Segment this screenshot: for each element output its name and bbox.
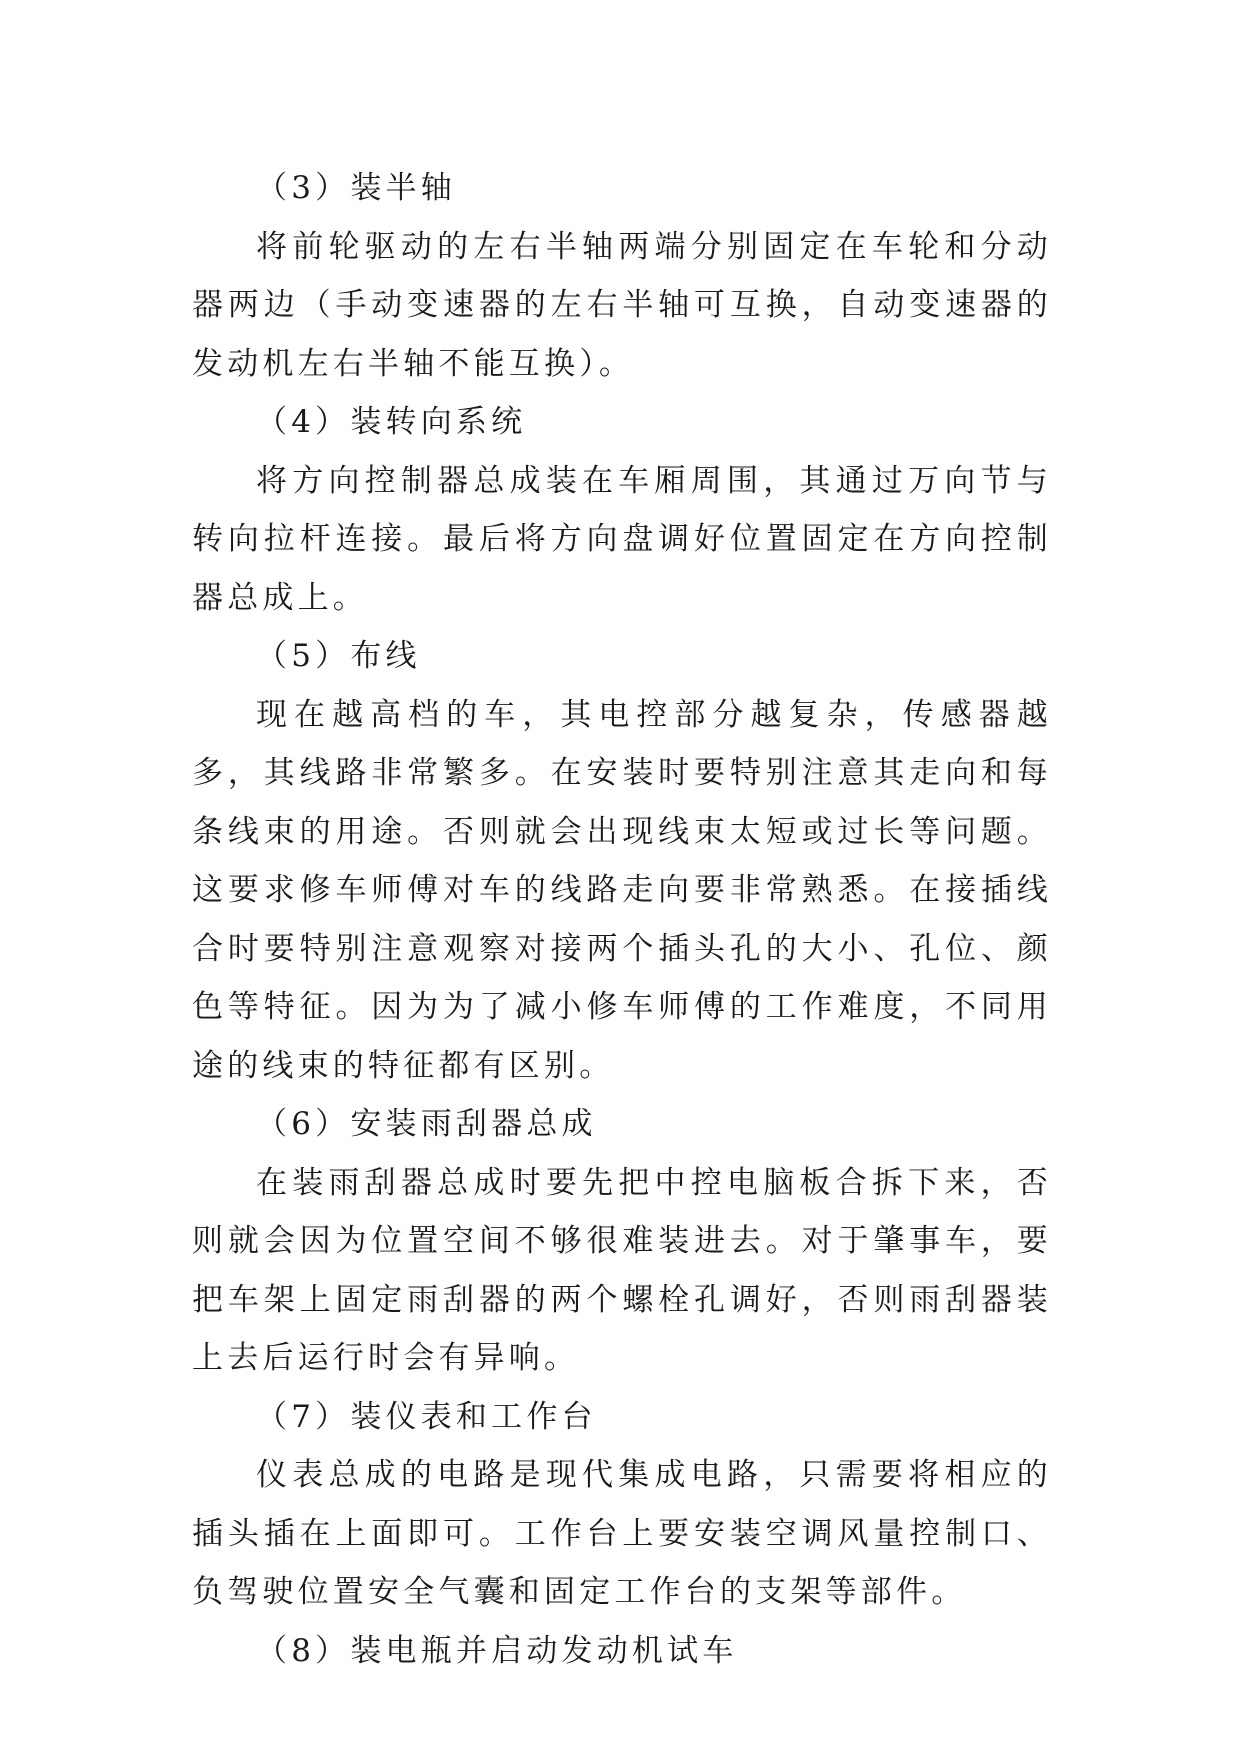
section-heading-8: （8）装电瓶并启动发动机试车 bbox=[256, 1632, 738, 1669]
document-body bbox=[192, 159, 1052, 1680]
section-paragraph-5: 现在越高档的车，其电控部分越复杂，传感器越多，其线路非常繁多。在安装时要特别注意其走向和每条线束的用途。否则就会出现线束太短或过长等问题。这要求修车师傅对车的线路走向要非常熟悉。在接插线合时要特别注意观察对接两个插头孔的大小、孔位、颜色等特征。因为为了减小修车师傅的工作难度，不同用途的线束的特征都有区别。 bbox=[192, 696, 1052, 1084]
section-heading-6: （6）安装雨刮器总成 bbox=[256, 1106, 597, 1142]
section-heading-4: （4）装转向系统 bbox=[256, 404, 527, 440]
section-paragraph-3: 将前轮驱动的左右半轴两端分别固定在车轮和分动器两边（手动变速器的左右半轴可互换，自动变速器的发动机左右半轴不能互换）。 bbox=[192, 228, 1052, 382]
section-heading-7: （7）装仪表和工作台 bbox=[256, 1398, 597, 1435]
section-paragraph-6: 在装雨刮器总成时要先把中控电脑板合拆下来，否则就会因为位置空间不够很难装进去。对于肇事车，要把车架上固定雨刮器的两个螺栓孔调好，否则雨刮器装上去后运行时会有异响。 bbox=[192, 1164, 1052, 1376]
section-paragraph-4: 将方向控制器总成装在车厢周围，其通过万向节与转向拉杆连接。最后将方向盘调好位置固定在方向控制器总成上。 bbox=[192, 462, 1052, 616]
section-paragraph-7: 仪表总成的电路是现代集成电路，只需要将相应的插头插在上面即可。工作台上要安装空调风量控制口、负驾驶位置安全气囊和固定工作台的支架等部件。 bbox=[192, 1457, 1052, 1610]
section-heading-3: （3）装半轴 bbox=[256, 170, 456, 206]
section-heading-5: （5）布线 bbox=[256, 638, 421, 674]
